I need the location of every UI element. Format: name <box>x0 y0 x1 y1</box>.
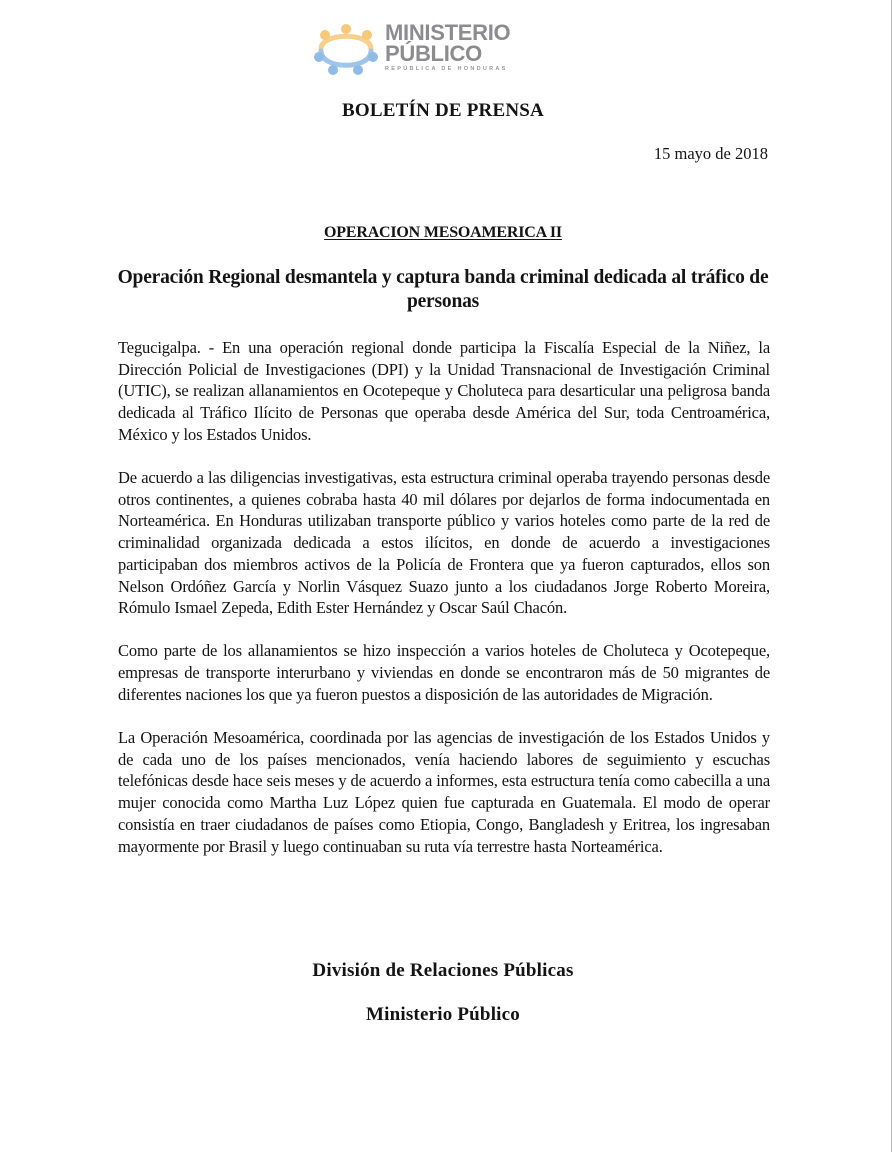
logo-arc-bottom <box>321 51 371 65</box>
logo-figure <box>362 30 372 40</box>
article-paragraph: Tegucigalpa. - En una operación regional donde participa la Fiscalía Especial de la Niñez, la Dirección Policial de Investigaciones (DPI) y la Unidad Transnacional de Investigación Criminal (UTIC), se realizan allanamientos en Ocotepeque y Choluteca para desarticular una peligrosa banda dedicada al Tráfico Ilícito de Personas que operaba desde América del Sur, toda Centroamérica, México y los Estados Unidos. <box>118 338 770 444</box>
logo-wordmark <box>385 22 510 72</box>
article-body <box>118 337 770 879</box>
logo-figure <box>353 65 363 75</box>
logo-line-publico: PÚBLICO <box>385 41 482 66</box>
logo-figure <box>320 30 330 40</box>
signature-division: División de Relaciones Públicas <box>312 960 574 981</box>
logo-line-republica: REPÚBLICA DE HONDURAS <box>385 66 508 72</box>
article-paragraph: Como parte de los allanamientos se hizo inspección a varios hoteles de Choluteca y Ocotepeque, empresas de transporte interurbano y viviendas en donde se encontraron más de 50 migrantes de diferentes naciones los que ya fueron puestos a disposición de las autoridades de Migración. <box>118 641 770 704</box>
article-paragraph: De acuerdo a las diligencias investigativas, esta estructura criminal operaba trayendo personas desde otros continentes, a quienes cobraba hasta 40 mil dólares por dejarlos de forma indocumentada en Norteamérica. En Honduras utilizaban transporte público y varios hoteles como parte de la red de criminalidad organizada dedicada a estos ilícitos, en donde de acuerdo a investigaciones participaban dos miembros activos de la Policía de Frontera que ya fueron capturados, ellos son Nelson Ordóñez García y Norlin Vásquez Suazo junto a los ciudadanos Jorge Roberto Moreira, Rómulo Ismael Zepeda, Edith Ester Hernández y Oscar Saúl Chacón. <box>118 468 770 618</box>
logo-figure <box>368 52 378 62</box>
logo-line-ministerio: MINISTERIO <box>385 20 511 45</box>
logo-figure <box>314 52 324 62</box>
publication-date: 15 mayo de 2018 <box>653 144 768 163</box>
bulletin-title: BOLETÍN DE PRENSA <box>342 100 544 121</box>
people-circle-logo-icon <box>313 22 379 77</box>
ministerio-publico-logo <box>313 22 528 77</box>
logo-figure <box>328 65 338 75</box>
logo-figure <box>341 24 351 34</box>
signature-ministry: Ministerio Público <box>365 1004 520 1025</box>
article-paragraph: La Operación Mesoamérica, coordinada por las agencias de investigación de los Estados Unidos y de cada uno de los países mencionados, venía haciendo labores de seguimiento y escuchas telefónicas desde hace seis meses y de acuerdo a informes, esta estructura tenía como cabecilla a una mujer conocida como Martha Luz López quien fue capturada en Guatemala. El modo de operar consistía en traer ciudadanos de países como Etiopia, Congo, Bangladesh y Eritrea, los ingresaban mayormente por Brasil y luego continuaban su ruta vía terrestre hasta Norteamérica. <box>118 728 770 856</box>
operation-name: OPERACION MESOAMERICA II <box>324 224 562 241</box>
article-headline: Operación Regional desmantela y captura banda criminal dedicada al tráfico de personas <box>117 267 769 312</box>
